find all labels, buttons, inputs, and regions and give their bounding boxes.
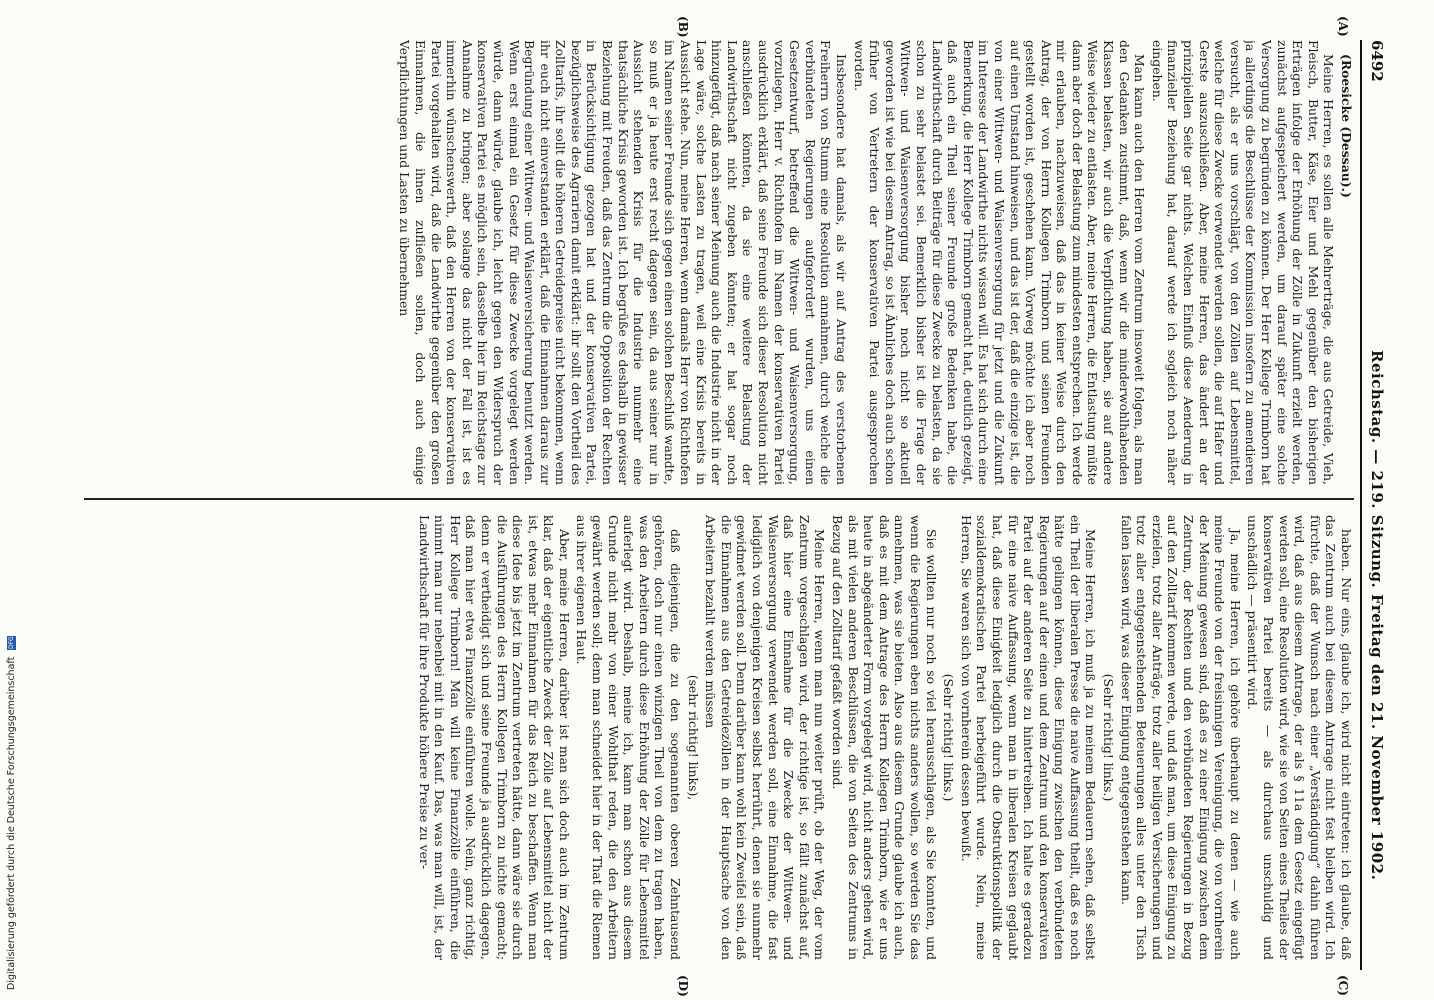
- dfg-logo-icon: DFG: [8, 636, 15, 650]
- header-title: Reichstag. — 219. Sitzung. Freitag den 21. November 1902.: [1368, 350, 1386, 881]
- margin-marker-a: (A): [1336, 16, 1350, 37]
- interjection: (Sehr richtig! links.): [941, 673, 957, 802]
- interjection: (Sehr richtig! links.): [1101, 673, 1117, 802]
- paragraph: haben. Nur eins, glaube ich, wird nicht eintreten: ich glaube, daß das Zentrum auch bei diesem Antrage nicht fest bleiben wird. Ich fürchte, daß der Wunsch nach einer „Verständigung“ dahin führen wird, daß aus diesem Antrage, der als § 11a dem Gesetz eingefügt werden soll, eine Resolution wird, wie sie von Seiten eines Theiles der konservativen Partei bereits — als durchaus unschuldig und unschädlich — präsentirt wird.: [1245, 515, 1354, 960]
- paragraph: Aber, meine Herren, darüber ist man sich doch auch im Zentrum klar, daß der eigentliche Zweck der Zölle auf Lebensmittel nicht der ist, etwas mehr Einnahmen für das Reich zu beschaffen. Wenn man diese Idee bis jetzt im Zentrum vertreten hätte, dann wäre sie durch die Ausführungen des Herrn Kollegen Trimborn zu nichte gemacht; denn er vertheidigt sich und seine Freunde ja ausdrücklich dagegen, daß man hier etwa Finanzzölle einführen wolle. Nein, ganz richtig, Herr Kollege Trimborn! Man will keine Finanzzölle einführen, die nimmt man nur nebenbei mit in den Kauf. Das, was man will, ist, der Landwirthschaft für ihre Produkte höhere Preise zu ver-: [416, 515, 572, 960]
- paragraph: Man kann auch den Herren vom Zentrum insoweit folgen, als man den Gedanken zustimmt, daß, wenn wir die minderwohlhabenden Klassen belasten, wir auch die Verpflichtung haben, sie auf andere Weise wieder zu entlasten. Aber, meine Herren, die Entlastung müßte dann aber doch der Belastung zum mindesten entsprechen. Ich werde mir erlauben, nachzuweisen, daß das in keiner Weise durch den Antrag, der von Herrn Kollegen Trimborn und seinen Freunden gestellt worden ist, geschehen kann. Vorweg möchte ich aber noch auf einen Umstand hinweisen, und das ist der, daß die einzige ist, die von einer Wittwen- und Waisenversorgung für jetzt und die Zukunft im Interesse der Landwirthe nichts wissen will. Es hat sich durch eine Bemerkung, die Herr Kollege Trimborn gemacht hat, deutlich gezeigt, daß auch ein Theil seiner Freunde große Bedenken habe, die Landwirthschaft durch Beiträge für diese Zwecke zu belasten, da sie schon zu sehr belastet sei. Bemerklich bisher ist die Frage der Wittwen- und Waisenversorgung bisher noch nicht so aktuell geworden ist wie bei diesem Antrag, so ist Ähnliches doch auch schon früher von Vertretern der konservativen Partei ausgesprochen worden.: [851, 40, 1148, 485]
- margin-marker-c: (C): [1336, 975, 1350, 996]
- margin-marker-d: (D): [676, 975, 690, 997]
- credit-text: Digitalisierung gefördert durch die Deutsche Forschungsgemeinschaft: [6, 656, 17, 990]
- paragraph: Ja, meine Herren, ich gehöre überhaupt zu denen — wie auch meine Freunde von der freisinnigen Vereinigung, die von vornherein der Meinung gewesen sind, daß es zu einer Einigung zwischen dem Zentrum, der Rechten und den verbündeten Regierungen in Bezug auf den Zolltarif kommen werde, und daß man, um diese Einigung zu erzielen, trotz aller Anträge, trotz aller heiligen Versicherungen und trotz aller entgegenstehenden Beteuerungen alles unter den Tisch fallen lassen wird, was dieser Einigung entgegenstehen kann.: [1118, 515, 1243, 960]
- paragraph: Insbesondere hat damals, als wir auf Antrag des verstorbenen Freiherrn von Stumm eine Resolution annahmen, durch welche die verbündeten Regierungen aufgefordert wurden, uns einen Gesetzentwurf, betreffend die Wittwen- und Waisenversorgung, vorzulegen, Herr v. Richthofen im Namen der konservativen Partei ausdrücklich erklärt, daß seine Freunde sich dieser Resolution nicht anschließen könnten, da sie eine weitere Belastung der Landwirthschaft nicht zugeben könnten; er hat sogar noch hinzugefügt, daß nach seiner Meinung auch die Industrie nicht in der Lage wäre, solche Lasten zu tragen, weil eine Krisis bereits in Aussicht stehe. Nun, meine Herren, wenn damals Herr von Richthofen im Namen seiner Freunde sich gegen einen solchen Beschluß wandte, so muß er ja heute erst recht dagegen sein, da aus seiner nur in Aussicht stehenden Krisis für die Industrie nunmehr eine thatsächliche Krisis geworden ist. Ich begrüße es deshalb in gewisser Beziehung mit Freuden, daß das Zentrum die Opposition der Rechten in Berücksichtigung gezogen hat und der konservativen Partei, bezüglichsweise des Agrariern damit erklärt: ihr sollt den Vortheil des Zolltarifs, ihr sollt die höheren Getreidepreise nicht bekommen, wenn ihr euch nicht einverstanden erklärt, daß die Einnahmen daraus zur Begründung einer Wittwen- und Waisenversicherung benutzt werden. Wenn erst einmal ein Gesetz für diese Zwecke vorgelegt werden würde, dann würde, glaube ich, leicht gegen den Widerspruch der konservativen Partei es möglich sein, dasselbe hier im Reichstage zur Annahme zu bringen; aber solange das nicht der Fall ist, ist es immerhin wünschenswerth, daß den Herren von der konservativen Partei vorgehalten wird, daß die Landwirthe gegenüber den großen Einnahmen, die ihnen zufließen sollen, doch auch einige Verpflichtungen und Lasten zu übernehmen: [397, 40, 849, 485]
- page-number: 6492: [1368, 40, 1386, 82]
- paragraph: daß diejenigen, die zu den sogenannten oberen Zehntausend gehören, doch nur einen winzigen Theil von dem zu tragen haben, was den Arbeitern durch diese Erhöhung der Zölle für Lebensmittel auferlegt wird. Deshalb, meine ich, kann man schon aus diesem Grunde nicht mehr von einer Wohlthat reden, die den Arbeitern gewährt werden soll; denn man schneidet hier in der That die Riemen aus ihrer eigenen Haut.: [574, 515, 684, 960]
- left-column: [84, 40, 1354, 485]
- interjection: (sehr richtig! links),: [685, 674, 701, 801]
- paragraph: Sie wollten nur noch so viel herausschlagen, als Sie konnten, und wenn die Regierungen eben nichts anders wollen, so werden Sie das annehmen, was sie bieten. Also aus diesem Grunde glaube ich auch, daß es mit dem Antrage des Herrn Kollegen Trimborn, wie er uns heute in abgeänderter Form vorgelegt wird, nicht anders gehen wird, als mit vielen anderen Beschlüssen, die von Seiten des Zentrums in Bezug auf den Zolltarif gefaßt worden sind.: [830, 515, 939, 960]
- rotated-page-content: [70, 16, 1390, 997]
- speaker-name: (Roesicke (Dessau).): [1339, 54, 1354, 198]
- running-header: [1360, 40, 1390, 970]
- paragraph: Meine Herren, es sollen alle Mehrerträge, die aus Getreide, Vieh, Fleisch, Butter, Käse, Eier und Mehl gegenüber den bisherigen Erträgen infolge der Erhöhung der Zölle in Zukunft erzielt werden, zunächst aufgespeichert werden, um darauf später eine solche Versorgung zu begründen zu können. Der Herr Kollege Trimborn hat ja allerdings die Beschlüsse der Kommission insofern zu amendieren versucht, als er uns vorschlägt, von den Zöllen auf Lebensmittel, welche für diese Zwecke verwendet werden sollen, die auf Hafer und Gerste auszuschließen. Aber, meine Herren, das ändert an der prinzipiellen Seite gar nichts. Welchen Einfluß diese Aenderung in finanzieller Beziehung hat, darauf werde ich sogleich noch näher eingehen.: [1149, 40, 1337, 485]
- paragraph: Meine Herren, ich muß ja zu meinem Bedauern sehen, daß selbst ein Theil der liberalen Presse die naive Auffassung theilt, daß es noch hätte gelingen können, diese Einigung zwischen den verbündeten Regierungen auf der einen und dem Zentrum und den konservativen Partei auf der anderen Seite zu hintertreiben. Ich halte es geradezu für eine naive Auffassung, wenn man in liberalen Kreisen geglaubt hat, daß diese Einigkeit lediglich durch die Obstruktionspolitik der sozialdemokratischen Partei herbeigeführt wurde. Nein, meine Herren, Sie waren sich von vornherein dessen bewußt.: [958, 515, 1099, 960]
- right-column: [84, 515, 1354, 960]
- digitization-credit: [6, 636, 17, 990]
- paragraph: Meine Herren, wenn man nun weiter prüft, ob der Weg, der vom Zentrum vorgeschlagen wird, der richtige ist, so fällt zunächst auf, daß hier eine Einnahme für die Zwecke der Wittwen- und Waisenversorgung verwendet werden soll, eine Einnahme, die fast lediglich von denjenigen Kreisen selbst herrührt, denen sie nunmehr gewidmet werden soll. Denn darüber kann wohl kein Zweifel sein, daß die Einnahmen aus den Getreidezöllen in der Hauptsache von den Arbeitern bezahlt werden müssen: [703, 515, 828, 960]
- column-divider: [84, 498, 1354, 500]
- margin-marker-b: (B): [676, 16, 690, 38]
